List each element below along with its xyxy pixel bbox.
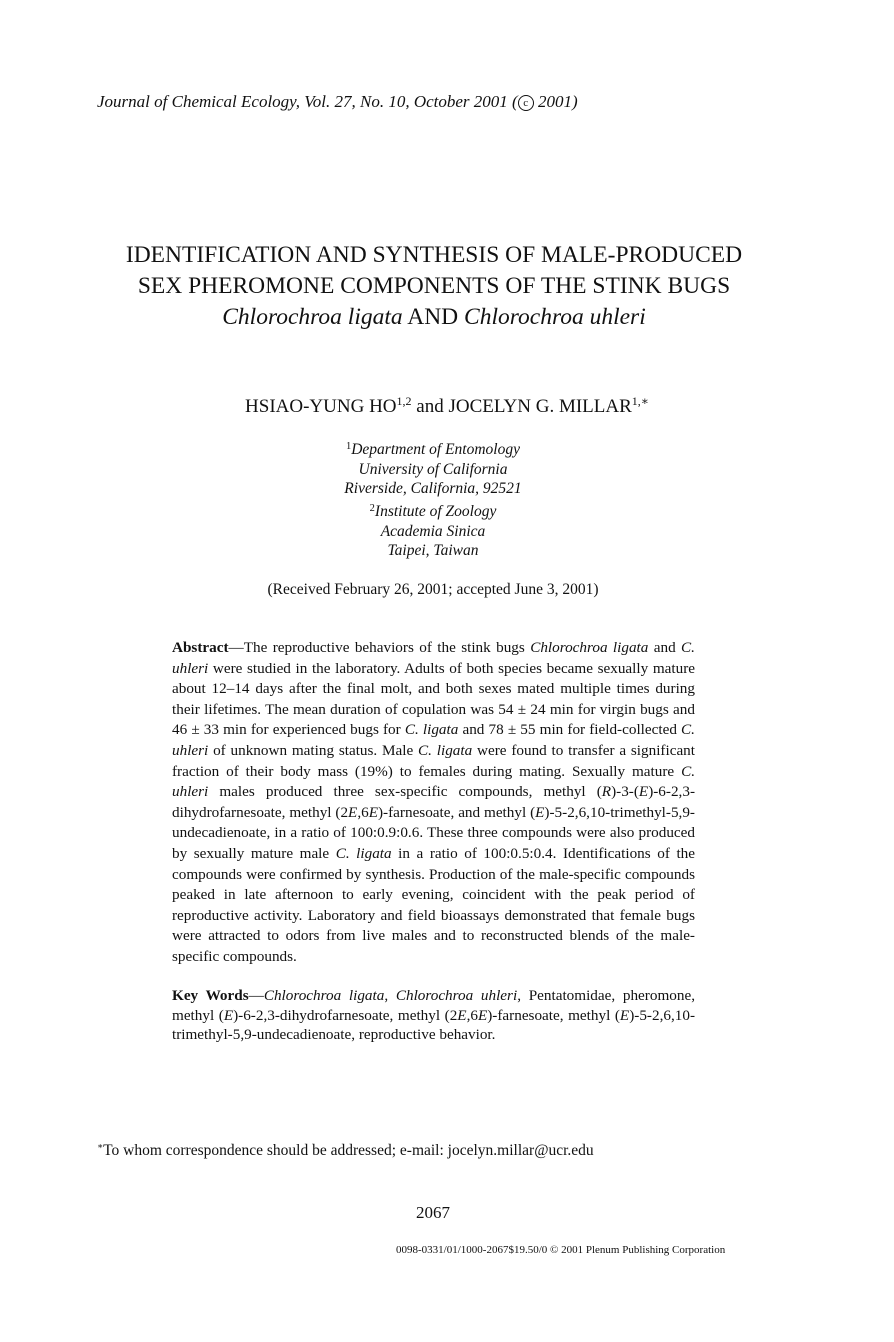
abstract-italic: E [368,803,378,821]
key-words [172,986,695,1045]
author-and: and [411,396,449,417]
abstract-italic: C. uhleri [172,762,695,801]
key-words-text: , Pentatomidae, pheromone, methyl ( [172,987,695,1024]
abstract-text: —The reproductive behaviors of the stink bugs [228,639,531,656]
abstract-text: )-3-( [611,783,639,801]
received-dates: (Received February 26, 2001; accepted June 3, 2001) [267,581,599,598]
abstract-italic: C. ligata [335,844,392,862]
author-2-affil: 1,∗ [631,394,649,408]
affiliation-2-line-3: Taipei, Taiwan [387,542,479,559]
abstract-text: and 78 ± 55 min for field-collected [458,721,682,739]
key-words-italic: E [477,1006,488,1024]
abstract-text: )-6-2,3-dihydrofarnesoate, methyl (2 [172,783,695,821]
author-1-affil: 1,2 [396,394,412,408]
title-species-1: Chlorochroa ligata [222,304,403,330]
abstract-label: Abstract [172,639,229,656]
abstract-text: )-farnesoate, and methyl ( [378,803,536,821]
title-and: AND [402,304,465,330]
footnote-text: To whom correspondence should be addressed; e-mail: jocelyn.millar@ucr.edu [103,1142,594,1159]
key-words-italic: E [457,1006,467,1024]
key-words-text: — [248,987,264,1004]
title-line-2: SEX PHEROMONE COMPONENTS OF THE STINK BUGS [137,273,731,299]
abstract-text: and [648,639,682,656]
abstract-italic: C. uhleri [172,721,695,759]
key-words-text: )-5-2,6,10-trimethyl-5,9-undecadienoate, reproductive behavior. [172,1006,695,1043]
abstract-italic: E [348,803,358,821]
abstract-italic: C. ligata [404,721,459,739]
key-words-italic: E [223,1006,234,1024]
affiliation-1-line-2: University of California [358,460,508,478]
key-words-italic: Chlorochroa uhleri [395,987,518,1004]
affiliation-1-sup: 1 [345,441,352,452]
paper-title [0,240,868,333]
key-words-label: Key Words [172,987,249,1004]
author-1: HSIAO-YUNG HO [245,396,397,417]
abstract-italic: C. ligata [418,741,473,759]
abstract-text: were studied in the laboratory. Adults of both species became sexually mature about 12–14 days after the final molt, and both sexes mated multiple times during their lifetimes. The mean duration of copulation was 54 ± 24 min for virgin bugs and 46 ± 33 min for experienced bugs for [172,659,695,739]
affiliation-1-line-3: Riverside, California, 92521 [344,480,522,497]
abstract-text: in a ratio of 100:0.5:0.4. Identifications of the compounds were confirmed by synthesis. Production of the male-specific compounds peaked in late afternoon to early evening, coincident with the peak period of reproductive activity. Laboratory and field bioassays demonstrated that female bugs were attracted to odors from live males and to reconstructed blends of the male-specific compounds. [172,844,695,965]
abstract-italic: C. uhleri [172,639,695,677]
affiliation-2-line-2: Academia Sinica [380,522,486,540]
key-words-text: , [384,987,396,1004]
abstract-italic: Chlorochroa ligata [530,639,649,656]
key-words-text: )-farnesoate, methyl ( [487,1006,620,1024]
footnote-marker: ∗ [97,1141,104,1151]
author-2: JOCELYN G. MILLAR [448,396,632,417]
title-line-1: IDENTIFICATION AND SYNTHESIS OF MALE-PRODUCED [125,242,743,268]
abstract-text: males produced three sex-specific compounds, methyl ( [208,783,602,801]
correspondence-footnote [97,1142,594,1160]
affiliation-2-sup: 2 [369,503,375,514]
copyright-icon: c [518,95,534,111]
abstract-text: were found to transfer a significant fraction of their body mass (19%) to females during mating. Sexually mature [172,741,695,780]
page-number: 2067 [416,1203,450,1222]
abstract-text: )-5-2,6,10-trimethyl-5,9-undecadienoate, in a ratio of 100:0.9:0.6. These three compounds were also produced by sexually mature male [172,803,695,862]
abstract-italic: E [638,783,649,801]
journal-year: 2001) [533,92,578,111]
affiliation-1-line-1: Department of Entomology [351,441,520,458]
title-species-2: Chlorochroa uhleri [464,304,646,330]
abstract-text: ,6 [357,803,369,821]
key-words-text: ,6 [466,1006,478,1024]
journal-citation: Journal of Chemical Ecology, Vol. 27, No. 10, October 2001 ( [97,92,518,111]
title-line-3 [0,302,868,333]
key-words-text: )-6-2,3-dihydrofarnesoate, methyl (2 [233,1006,458,1024]
affiliation-1 [0,440,866,499]
issn-line: 0098-0331/01/1000-2067$19.50/0 © 2001 Plenum Publishing Corporation [396,1244,726,1256]
affiliation-2-line-1: Institute of Zoology [374,503,497,520]
author-list [0,396,894,418]
journal-header [97,92,578,112]
key-words-italic: Chlorochroa ligata [263,987,385,1004]
abstract-italic: R [601,783,612,801]
abstract-text: of unknown mating status. Male [208,741,419,759]
abstract-italic: E [535,803,545,821]
key-words-italic: E [619,1006,630,1024]
abstract [172,638,695,968]
affiliation-2 [0,502,866,561]
